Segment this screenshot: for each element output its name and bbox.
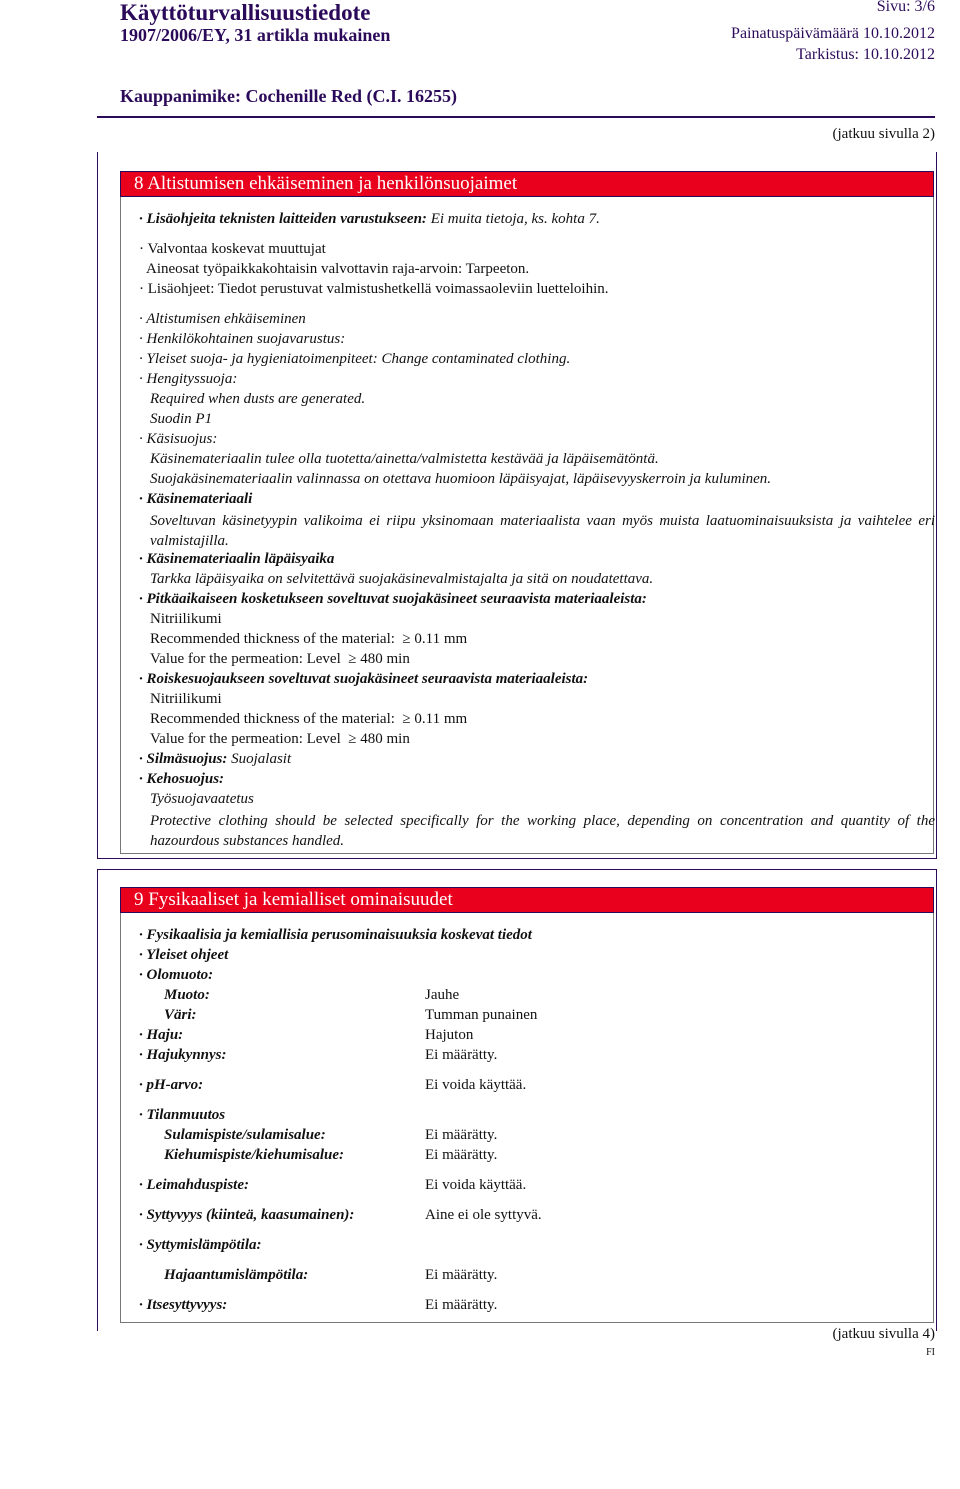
ppe-heading: · Henkilökohtainen suojavarustus: [139,331,346,347]
greater-equal-icon: ≥ [398,631,415,647]
glove-material-label: · Käsinemateriaali [139,491,253,507]
property-row [139,1207,542,1224]
property-label: · Itsesyttyvyys: [139,1297,228,1313]
continued-from-note: (jatkuu sivulla 2) [832,126,935,142]
property-value: Ei määrätty. [425,1047,498,1063]
splash-permeation-label: Value for the permeation: Level [150,731,341,747]
hand-protection-line-1: Käsinemateriaalin tulee olla tuotetta/ainetta/valmistetta kestävää ja läpäisemätöntä. [150,451,659,467]
body-protection-label: · Kehosuojus: [139,771,225,787]
language-code: FI [926,1347,935,1358]
longterm-permeation [150,651,410,668]
revision-date: Tarkistus: 10.10.2012 [796,46,935,63]
property-label: · Syttyvyys (kiinteä, kaasumainen): [139,1207,355,1223]
penetration-time-text: Tarkka läpäisyaika on selvitettävä suojakäsinevalmistajalta ja sitä on noudatettava. [150,571,654,587]
eye-protection-value: Suojalasit [231,751,292,767]
property-value: Aine ei ole syttyvä. [425,1207,542,1223]
engineering-controls-label: · Lisäohjeita teknisten laitteiden varustukseen: [139,211,427,227]
greater-equal-icon: ≥ [398,711,415,727]
property-label: · Leimahduspiste: [139,1177,250,1193]
continued-on-note: (jatkuu sivulla 4) [832,1326,935,1342]
property-row [139,1177,527,1194]
property-row [139,1047,498,1064]
components-limits [146,261,529,278]
property-label: Kiehumispiste/kiehumisalue: [164,1147,345,1163]
hand-protection-line-2: Suojakäsinemateriaalin valinnassa on otettava huomioon läpäisyajat, läpäisevyyskerroin ja kuluminen. [150,471,772,487]
property-row [164,1267,498,1284]
longterm-thickness [150,631,467,648]
section-9-title: 9 Fysikaaliset ja kemialliset ominaisuudet [134,889,453,910]
respiratory-line-2: Suodin P1 [150,411,213,427]
splash-permeation [150,731,410,748]
additional-info-label: · Lisäohjeet: [139,281,215,297]
property-row [139,967,213,984]
property-label: Väri: [164,1007,197,1023]
longterm-thickness-value: 0.11 mm [414,631,468,647]
property-label: · Hajukynnys: [139,1047,227,1063]
longterm-permeation-value: 480 min [360,651,410,667]
property-label: · Syttymislämpötila: [139,1237,262,1253]
property-row [164,1007,538,1024]
property-row [164,1127,498,1144]
splash-permeation-value: 480 min [360,731,410,747]
components-limits-label: Aineosat työpaikkakohtaisin valvottavin raja-arvoin: [146,261,463,277]
regulation-reference: 1907/2006/EY, 31 artikla mukainen [120,25,391,45]
splash-thickness-value: 0.11 mm [414,711,468,727]
property-value: Hajuton [425,1027,474,1043]
additional-info-value: Tiedot perustuvat valmistushetkellä voimassaoleviin luetteloihin. [217,281,609,297]
additional-info [139,281,609,298]
hygiene-label: · Yleiset suoja- ja hygieniatoimenpiteet: [139,351,378,367]
eye-protection-label: · Silmäsuojus: [139,751,228,767]
components-limits-value: Tarpeeton. [465,261,530,277]
splash-thickness-label: Recommended thickness of the material: [150,711,395,727]
property-label: · Olomuoto: [139,967,214,983]
property-label: Sulamispiste/sulamisalue: [164,1127,326,1143]
section-8-heading [120,171,934,197]
property-value: Ei määrätty. [425,1127,498,1143]
property-row [164,987,460,1004]
property-row [139,1077,527,1094]
splash-thickness [150,711,467,728]
body-protection-line-1: Työsuojavaatetus [150,791,254,807]
property-label: · Tilanmuutos [139,1107,226,1123]
document-title: Käyttöturvallisuustiedote [120,0,371,25]
longterm-thickness-label: Recommended thickness of the material: [150,631,395,647]
trade-name: Kauppanimike: Cochenille Red (C.I. 16255) [120,86,458,106]
body-protection-line-2: Protective clothing should be selected specifically for the working place, depending on concentration and quantity of the hazourdous substances handled. [150,813,935,849]
property-row [139,1297,498,1314]
property-value: Ei määrätty. [425,1147,498,1163]
splash-gloves-label: · Roiskesuojaukseen soveltuvat suojakäsineet seuraavista materiaaleista: [139,671,589,687]
greater-equal-icon: ≥ [344,651,361,667]
glove-material-text: Soveltuvan käsinetyypin valikoima ei riipu yksinomaan materiaalista vaan myös muista laatuominaisuuksista ja vaihtelee eri valmistajilla. [150,513,935,549]
property-label: Hajaantumislämpötila: [164,1267,309,1283]
engineering-controls-value: Ei muita tietoja, ks. kohta 7. [430,211,600,227]
respiratory-label: · Hengityssuoja: [139,371,238,387]
property-label: · pH-arvo: [139,1077,204,1093]
print-date: Painatuspäivämäärä 10.10.2012 [731,25,935,42]
property-value: Ei määrätty. [425,1267,498,1283]
longterm-material: Nitriilikumi [150,611,222,627]
property-value: Ei määrätty. [425,1297,498,1313]
longterm-gloves-label: · Pitkäaikaiseen kosketukseen soveltuvat suojakäsineet seuraavista materiaaleista: [139,591,647,607]
property-value: Tumman punainen [425,1007,538,1023]
hand-protection-label: · Käsisuojus: [139,431,218,447]
section-8-content [120,197,934,854]
page-number: Sivu: 3/6 [876,0,935,15]
section-9-heading [120,887,934,913]
property-label: · Fysikaalisia ja kemiallisia perusominaisuuksia koskevat tiedot [139,927,532,943]
respiratory-line-1: Required when dusts are generated. [150,391,366,407]
control-parameters: · Valvontaa koskevat muuttujat [139,241,326,257]
property-value: Ei voida käyttää. [425,1077,527,1093]
property-value: Jauhe [425,987,460,1003]
property-label: Muoto: [164,987,210,1003]
hygiene-measures [139,351,570,368]
property-row [139,927,532,944]
property-row [139,1237,262,1254]
property-row [139,1107,225,1124]
exposure-controls: · Altistumisen ehkäiseminen [139,311,306,327]
property-row [139,947,228,964]
section-8-title: 8 Altistumisen ehkäiseminen ja henkilönsuojaimet [134,173,518,194]
eye-protection [139,751,291,768]
section-9-content [120,913,934,1323]
engineering-controls [139,211,600,228]
hygiene-value: Change contaminated clothing. [381,351,571,367]
property-value: Ei voida käyttää. [425,1177,527,1193]
property-label: · Yleiset ohjeet [139,947,229,963]
greater-equal-icon: ≥ [344,731,361,747]
property-row [164,1147,498,1164]
penetration-time-label: · Käsinemateriaalin läpäisyaika [139,551,335,567]
header-rule [97,116,935,118]
property-row [139,1027,474,1044]
splash-material: Nitriilikumi [150,691,222,707]
property-label: · Haju: [139,1027,184,1043]
longterm-permeation-label: Value for the permeation: Level [150,651,341,667]
